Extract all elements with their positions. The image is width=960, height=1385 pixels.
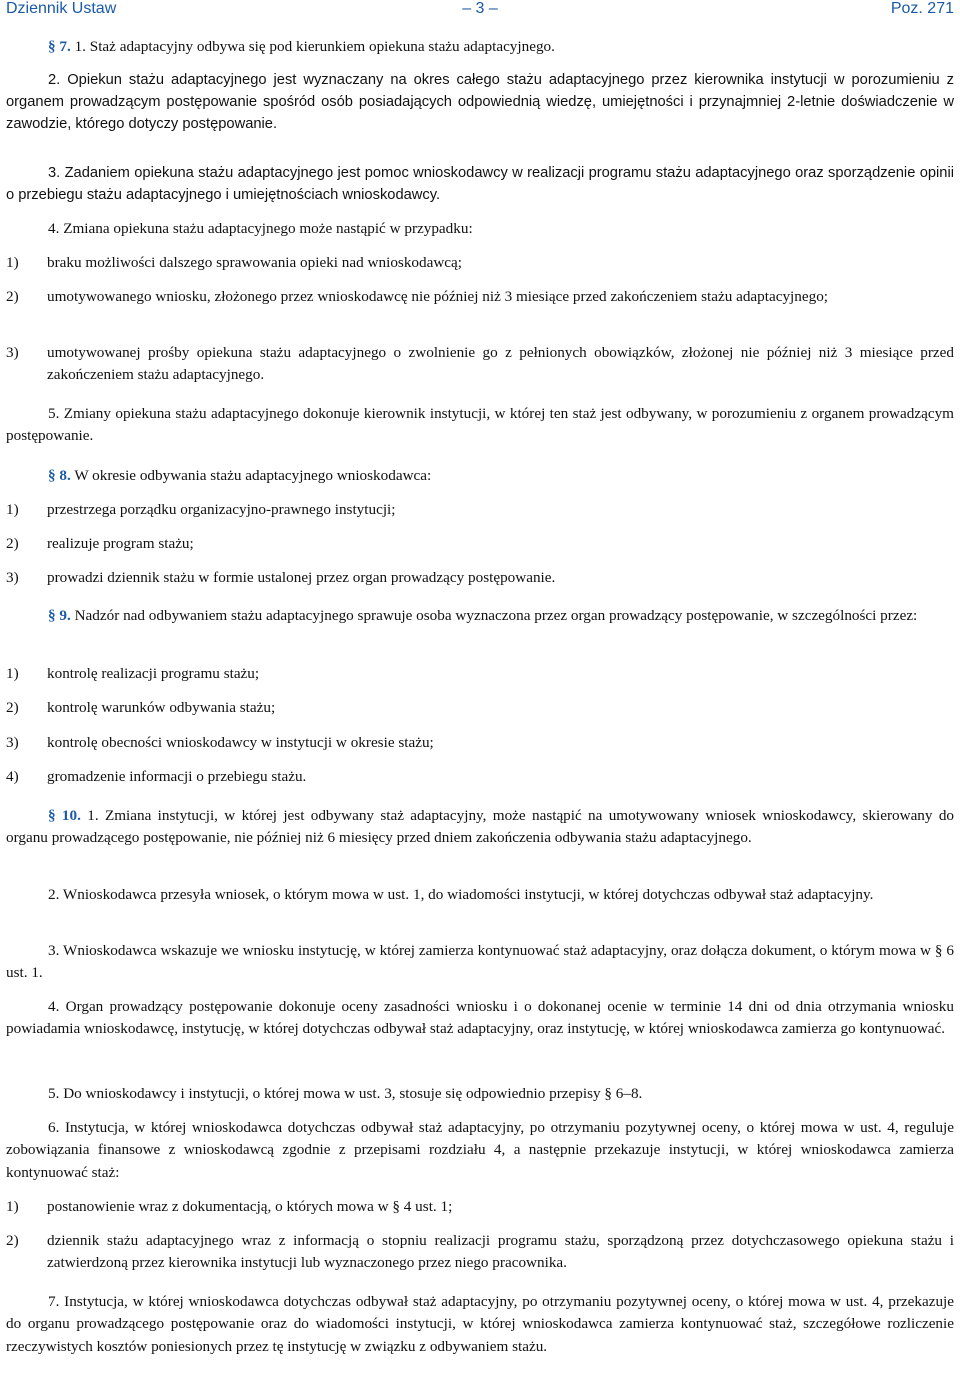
s9-intro: § 9. Nadzór nad odbywaniem stażu adaptacyjnego sprawuje osoba wyznaczona przez organ prowadzący postępowanie, w szczególności przez: [48,607,918,624]
page-header [6,0,954,22]
s8-item-1: 1) przestrzega porządku organizacyjno-prawnego instytucji; [6,501,396,518]
s10-ust3: 3. Wnioskodawca wskazuje we wniosku instytucję, w której zamierza kontynuować staż adaptacyjny, oraz dołącza dokument, o którym mowa w § 6 ust. 1. [6,942,954,982]
s10-ust7: 7. Instytucja, w której wnioskodawca dotychczas odbywał staż adaptacyjny, po otrzymaniu pozytywnej oceny, o której mowa w ust. 4, przekazuje do organu prowadzącego postępowanie oraz do wiadomości instytucji, w której wnioskodawca zamierza kontynuować staż, szczegółowe rozliczenie rzeczywistych kosztów poniesionych przez tę instytucję w związku z odbywaniem stażu. [6,1293,954,1355]
s8-item-3: 3) prowadzi dziennik stażu w formie ustalonej przez organ prowadzący postępowanie. [6,569,556,586]
s7-ust3-text: 3. Zadaniem opiekuna stażu adaptacyjnego jest pomoc wnioskodawcy w realizacji programu stażu adaptacyjnego oraz sporządzenie opinii o przebiegu stażu adaptacyjnego i umiejętnościach wnioskodawcy. [6,165,954,204]
s7-ust4-item-3: 3) umotywowanej prośby opiekuna stażu adaptacyjnego o zwolnienie go z pełnionych obowiązków, złożonej nie później niż 3 miesiące przed zakończeniem stażu adaptacyjnego. [6,344,954,384]
s7-ust5-text: 5. Zmiany opiekuna stażu adaptacyjnego dokonuje kierownik instytucji, w której ten staż jest odbywany, w porozumieniu z organem prowadzącym postępowanie. [6,405,954,445]
s7-ust4 [6,218,954,240]
s10-ust5: 5. Do wnioskodawcy i instytucji, o której mowa w ust. 3, stosuje się odpowiednio przepisy § 6–8. [48,1085,643,1102]
s7-ust1-text: 1. Staż adaptacyjny odbywa się pod kierunkiem opiekuna stażu adaptacyjnego. [74,38,555,55]
s7-ust1 [6,36,954,58]
s7-ust4-text: 4. Zmiana opiekuna stażu adaptacyjnego może nastąpić w przypadku: [48,220,473,237]
s8-item-2: 2) realizuje program stażu; [6,535,194,552]
s10-ust6-item-2: 2) dziennik stażu adaptacyjnego wraz z informacją o stopniu realizacji programu stażu, sporządzoną przez dotychczasowego opiekuna stażu i zatwierdzoną przez kierownika instytucji lub wyznaczonego przez niego pracownika. [6,1232,954,1272]
s10-number: § 10. [48,807,81,824]
s7-ust2 [6,69,954,135]
s10-ust2: 2. Wnioskodawca przesyła wniosek, o którym mowa w ust. 1, do wiadomości instytucji, w której dotychczas odbywał staż adaptacyjny. [48,886,874,903]
s7-number: § 7. [48,38,71,55]
s7-ust3 [6,162,954,206]
s7-ust4-item-1: 1) braku możliwości dalszego sprawowania opieki nad wnioskodawcą; [6,254,463,271]
s7-ust2-text: 2. Opiekun stażu adaptacyjnego jest wyznaczany na okres całego stażu adaptacyjnego przez kierownika instytucji w porozumieniu z organem prowadzącym postępowanie spośród osób posiadających odpowiednią wiedzę, umiejętności i przynajmniej 2-letnie doświadczenie w zawodzie, którego dotyczy postępowanie. [6,72,954,133]
s10-ust1: § 10. 1. Zmiana instytucji, w której jest odbywany staż adaptacyjny, może nastąpić na umotywowany wniosek wnioskodawcy, skierowany do organu prowadzącego postępowanie, nie później niż 6 miesięcy przed dniem zakończenia odbywania stażu adaptacyjnego. [6,807,955,847]
s7-ust4-item-2: 2) umotywowanego wniosku, złożonego przez wnioskodawcę nie później niż 3 miesiące przed zakończeniem stażu adaptacyjnego; [6,288,829,305]
s9-number: § 9. [48,607,71,624]
s10-ust6-item-1: 1) postanowienie wraz z dokumentacją, o których mowa w § 4 ust. 1; [6,1198,453,1215]
s9-item-4: 4) gromadzenie informacji o przebiegu stażu. [6,768,307,785]
position-number: Poz. 271 [890,0,954,17]
s9-item-2: 2) kontrolę warunków odbywania stażu; [6,699,276,716]
s7-ust5 [6,403,954,448]
s8-intro: § 8. W okresie odbywania stażu adaptacyjnego wnioskodawca: [48,467,432,484]
journal-title: Dziennik Ustaw [6,0,117,17]
s10-ust4: 4. Organ prowadzący postępowanie dokonuje oceny zasadności wniosku i o dokonanej ocenie w terminie 14 dni od dnia otrzymania wniosku powiadamia wnioskodawcę, instytucję, w której dotychczas odbywał staż adaptacyjny, oraz instytucję, w której wnioskodawca zamierza go kontynuować. [6,998,954,1038]
s9-item-3: 3) kontrolę obecności wnioskodawcy w instytucji w okresie stażu; [6,734,434,751]
s10-ust6: 6. Instytucja, w której wnioskodawca dotychczas odbywał staż adaptacyjny, po otrzymaniu pozytywnej oceny, o której mowa w ust. 4, reguluje zobowiązania finansowe z wnioskodawcą zgodnie z przepisami rozdziału 4, a następnie przekazuje instytucji, w której wnioskodawca zamierza kontynuować staż: [6,1119,954,1181]
page-number: – 3 – [462,0,498,17]
s9-item-1: 1) kontrolę realizacji programu stażu; [6,665,260,682]
s8-number: § 8. [48,467,71,484]
